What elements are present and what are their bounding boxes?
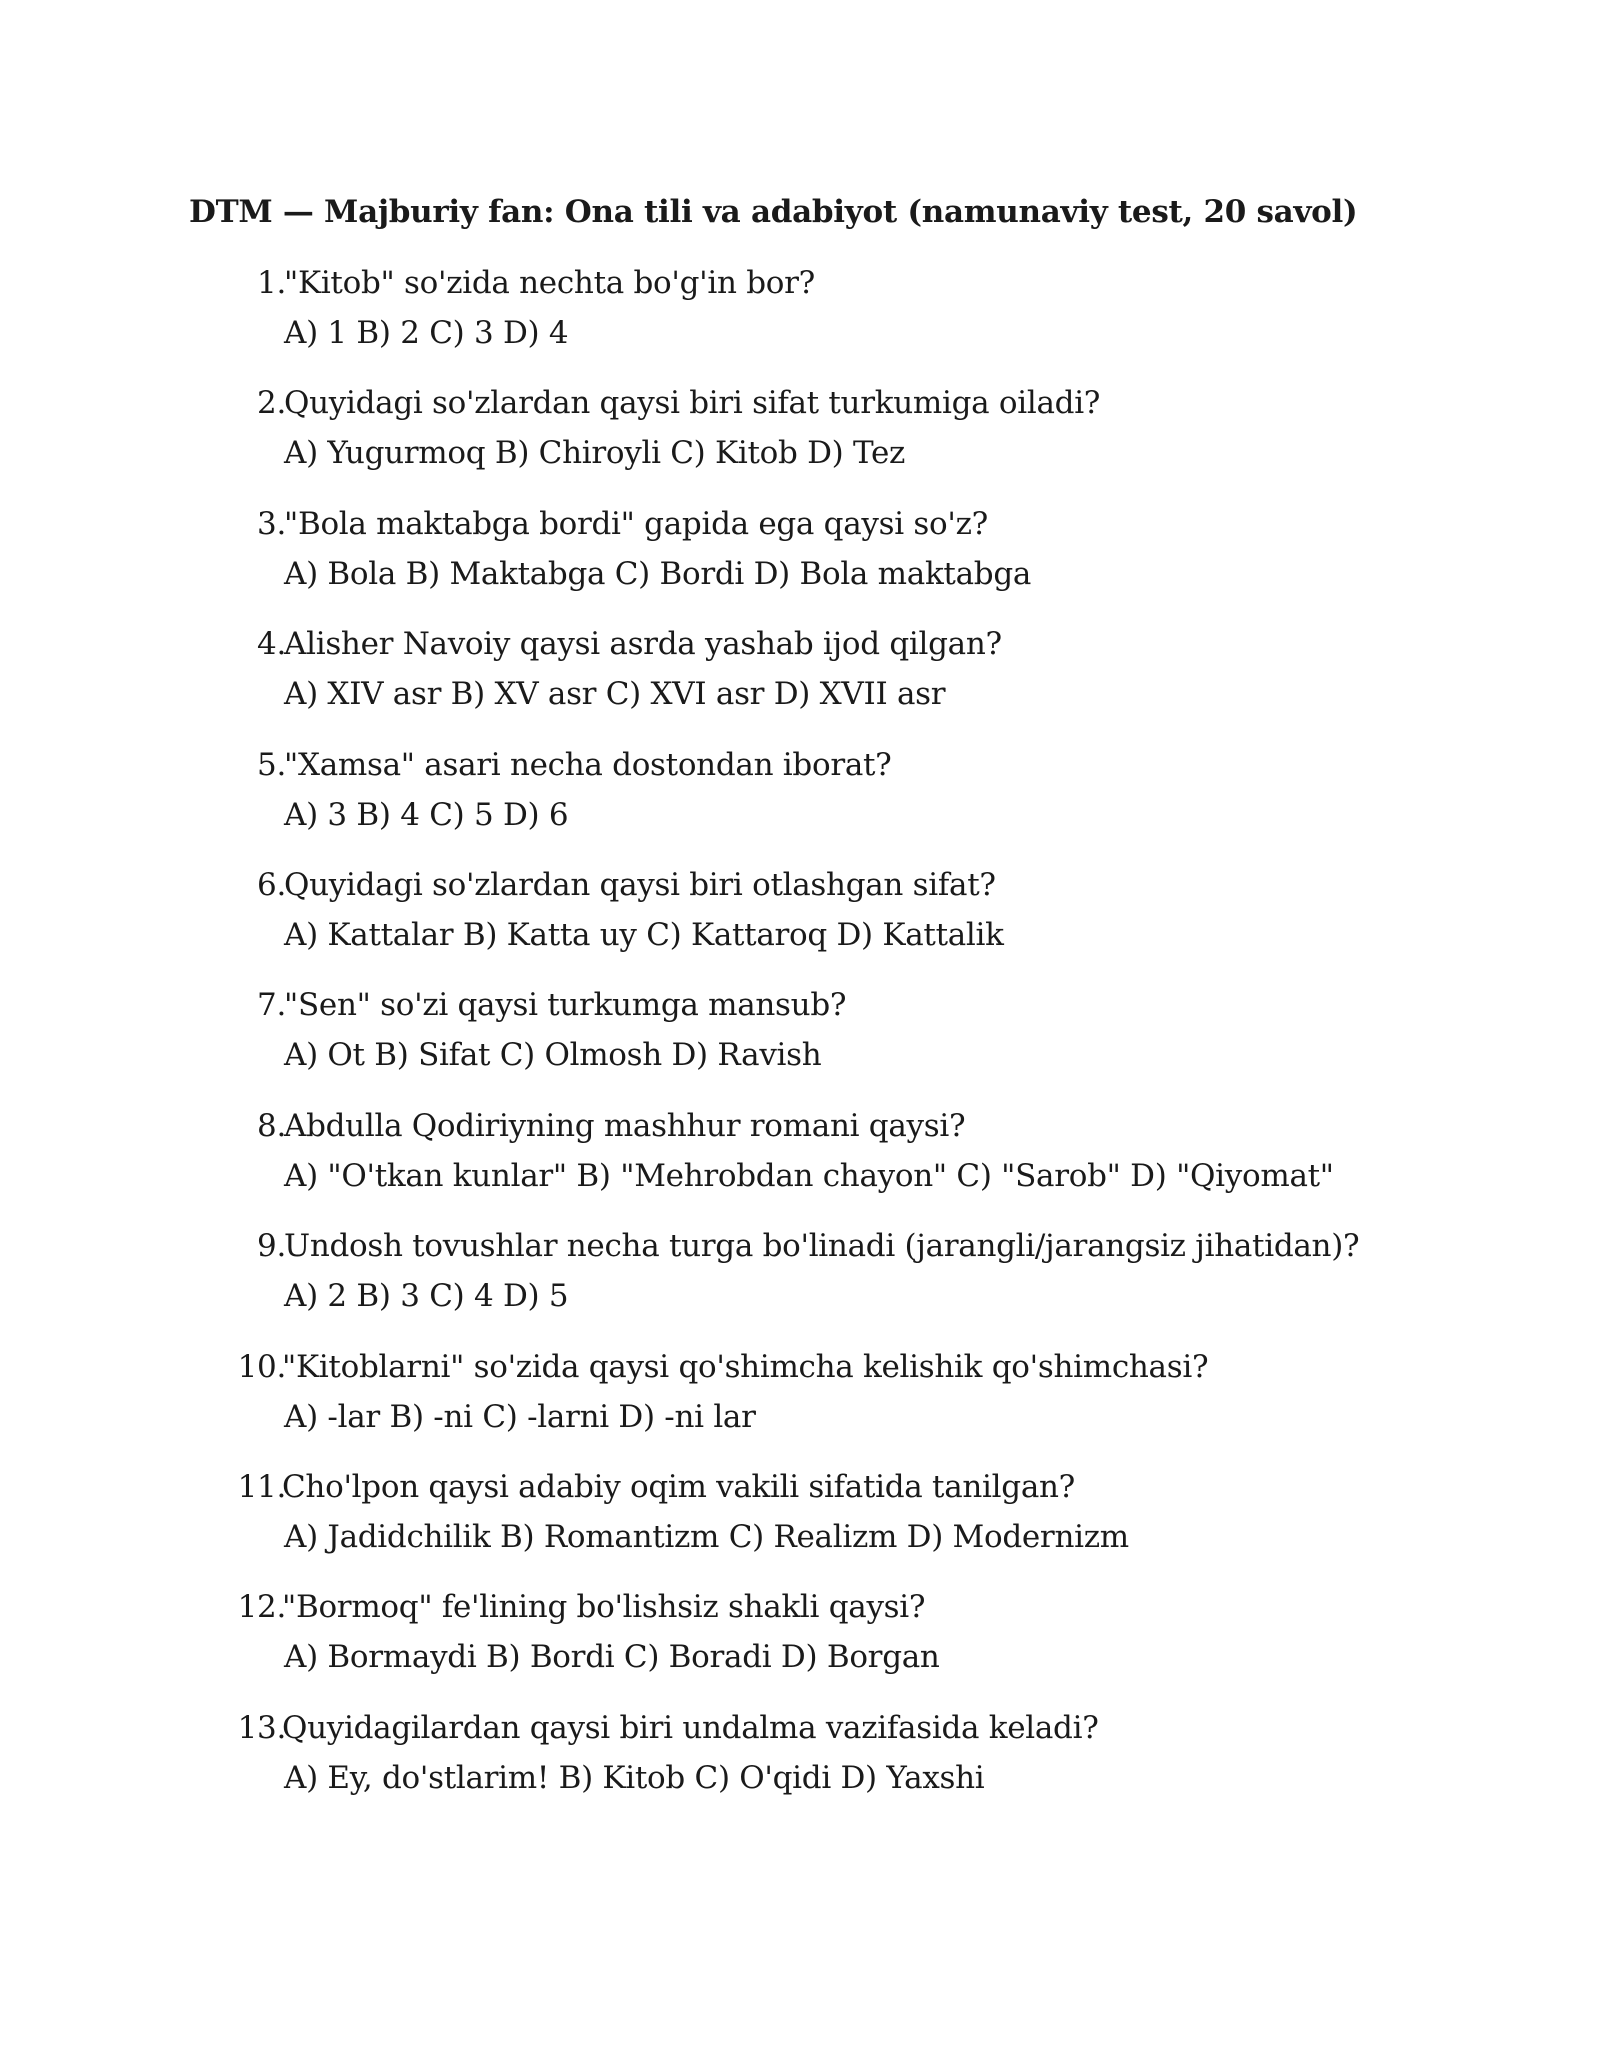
answer-options: A) 1 B) 2 C) 3 D) 4 [284,315,569,351]
question-number: 2. [257,385,286,422]
question-item [236,980,1576,1100]
question-number: 7. [257,987,286,1024]
question-item [236,1101,1576,1221]
question-text: "Sen" so'zi qaysi turkumga mansub? [284,987,847,1024]
question-item [236,1462,1576,1582]
answer-options: A) "O'tkan kunlar" B) "Mehrobdan chayon" C) "Sarob" D) "Qiyomat" [284,1157,1334,1194]
answer-options: A) Bola B) Maktabga C) Bordi D) Bola maktabga [284,555,1032,592]
question-text: "Xamsa" asari necha dostondan iborat? [284,746,892,783]
question-text: Quyidagi so'zlardan qaysi biri sifat turkumiga oiladi? [284,385,1101,422]
question-item [236,378,1576,498]
document-title: DTM — Majburiy fan: Ona tili va adabiyot (namunaviy test, 20 savol) [189,194,1358,230]
question-text: "Kitoblarni" so'zida qaysi qo'shimcha kelishik qo'shimchasi? [282,1348,1209,1385]
question-text: Quyidagilardan qaysi biri undalma vazifasida keladi? [282,1709,1099,1746]
question-text: "Kitob" so'zida nechta bo'g'in bor? [284,265,815,301]
question-text: Alisher Navoiy qaysi asrda yashab ijod qilgan? [284,626,1002,663]
question-text: "Bormoq" fe'lining bo'lishsiz shakli qaysi? [282,1589,926,1626]
answer-options: A) Ot B) Sifat C) Olmosh D) Ravish [284,1037,822,1074]
question-text: Quyidagi so'zlardan qaysi biri otlashgan sifat? [284,866,996,903]
question-number: 4. [257,626,286,663]
question-item [236,1342,1576,1462]
question-item [236,619,1576,739]
answer-options: A) Bormaydi B) Bordi C) Boradi D) Borgan [284,1639,940,1676]
question-text: Cho'lpon qaysi adabiy oqim vakili sifatida tanilgan? [282,1468,1075,1505]
answer-options: A) 2 B) 3 C) 4 D) 5 [284,1278,569,1315]
question-number: 11. [237,1468,286,1505]
question-number: 13. [237,1709,286,1746]
question-item [236,1703,1576,1823]
question-item [236,860,1576,980]
question-item [236,740,1576,860]
question-item [236,258,1576,378]
question-number: 10. [237,1348,286,1385]
answer-options: A) Kattalar B) Katta uy C) Kattaroq D) Kattalik [284,916,1004,953]
question-number: 1. [257,265,286,301]
answer-options: A) Jadidchilik B) Romantizm C) Realizm D) Modernizm [284,1518,1129,1555]
question-item [236,1221,1576,1341]
question-item [236,1582,1576,1702]
answer-options: A) Yugurmoq B) Chiroyli C) Kitob D) Tez [284,435,906,472]
question-list [236,258,1576,1823]
question-text: "Bola maktabga bordi" gapida ega qaysi so'z? [284,505,988,542]
question-number: 5. [257,746,286,783]
answer-options: A) -lar B) -ni C) -larni D) -ni lar [284,1398,756,1435]
question-text: Undosh tovushlar necha turga bo'linadi (jarangli/jarangsiz jihatidan)? [284,1228,1360,1265]
question-number: 8. [257,1107,286,1144]
question-item [236,499,1576,619]
question-number: 3. [257,505,286,542]
answer-options: A) Ey, do'stlarim! B) Kitob C) O'qidi D) Yaxshi [284,1759,985,1796]
question-text: Abdulla Qodiriyning mashhur romani qaysi? [284,1107,966,1144]
question-number: 12. [237,1589,286,1626]
answer-options: A) 3 B) 4 C) 5 D) 6 [284,796,569,833]
question-number: 6. [257,866,286,903]
question-number: 9. [257,1228,286,1265]
answer-options: A) XIV asr B) XV asr C) XVI asr D) XVII asr [284,676,946,713]
